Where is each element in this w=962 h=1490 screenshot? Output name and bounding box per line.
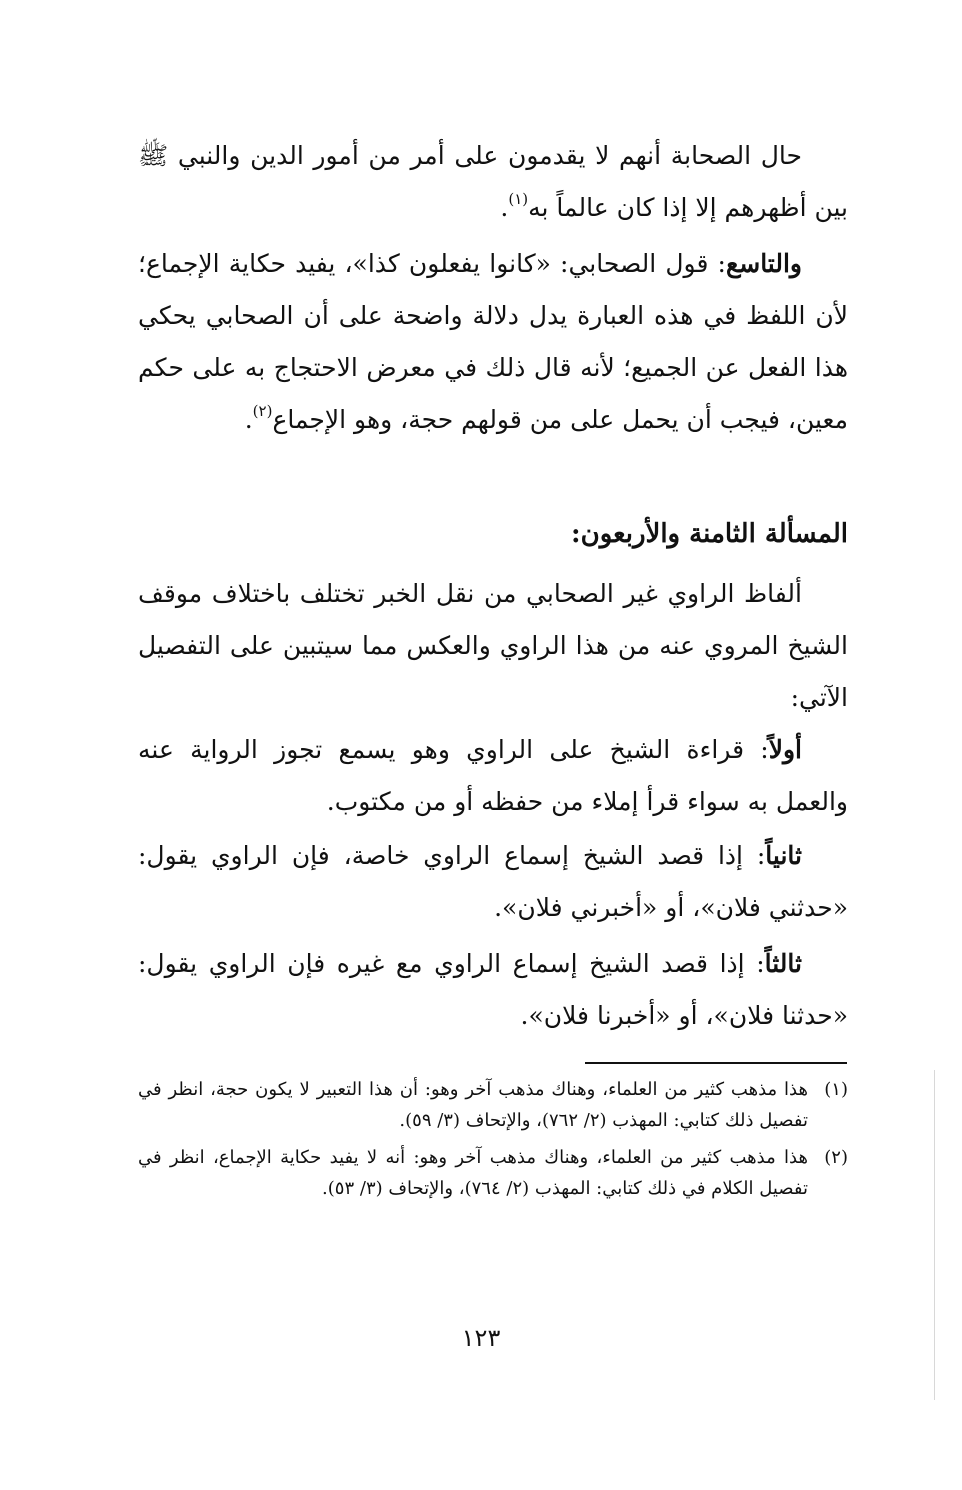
paragraph-first-point — [138, 724, 848, 828]
paragraph-second-point — [138, 830, 848, 934]
scan-edge-line — [934, 1070, 935, 1400]
footnote-text: هذا مذهب كثير من العلماء، وهناك مذهب آخر وهو: أنه لا يفيد حكاية الإجماع، انظر في تفصيل الكلام في ذلك كتابي: المهذب (٢/ ٧٦٤)، والإتحاف (٣/ ٥٣). — [138, 1147, 808, 1199]
paragraph-lead-word: أولاً — [768, 735, 802, 764]
footnote-text: هذا مذهب كثير من العلماء، وهناك مذهب آخر وهو: أن هذا التعبير لا يكون حجة، انظر في تفصيل ذلك كتابي: المهذب (٢/ ٧٦٢)، والإتحاف (٣/ ٥٩). — [138, 1079, 808, 1131]
paragraph-text: : قراءة الشيخ على الراوي وهو يسمع تجوز الرواية عنه والعمل به سواء قرأ إملاء من حفظه أو من مكتوب. — [138, 735, 848, 816]
footnote-number: (١) — [824, 1079, 848, 1100]
footnote-2 — [138, 1142, 848, 1204]
paragraph-third-point — [138, 938, 848, 1042]
page-number: ١٢٣ — [461, 1324, 501, 1352]
paragraph-lead-word: ثانياً — [765, 841, 802, 870]
footnote-reference-1[interactable]: (١) — [508, 190, 529, 208]
paragraph-lead-word: ثالثاً — [764, 949, 802, 978]
paragraph-end-mark: . — [500, 193, 509, 222]
paragraph-text: ألفاظ الراوي غير الصحابي من نقل الخبر تختلف باختلاف موقف الشيخ المروي عنه من هذا الراوي والعكس مما سيتبين على التفصيل الآتي: — [138, 579, 848, 712]
paragraph-text: : قول الصحابي: «كانوا يفعلون كذا»، يفيد حكاية الإجماع؛ لأن اللفظ في هذه العبارة يدل دلالة واضحة على أن الصحابي يحكي هذا الفعل عن الجميع؛ لأنه قال ذلك في معرض الاحتجاج به على حكم معين، فيجب أن يحمل على من قولهم حجة، وهو الإجماع — [138, 249, 848, 434]
paragraph-companions-knowledge — [138, 130, 848, 234]
footnote-separator — [585, 1062, 847, 1064]
paragraph-text: : إذا قصد الشيخ إسماع الراوي خاصة، فإن الراوي يقول: «حدثني فلان»، أو «أخبرني فلان». — [138, 841, 848, 922]
section-heading: المسألة الثامنة والأربعون: — [571, 519, 848, 549]
paragraph-text: حال الصحابة أنهم لا يقدمون على أمر من أمور الدين والنبي ﷺ بين أظهرهم إلا إذا كان عالماً به — [138, 141, 848, 222]
paragraph-end-mark: . — [244, 405, 253, 434]
footnote-reference-2[interactable]: (٢) — [252, 402, 273, 420]
paragraph-lead-word: والتاسع — [725, 249, 802, 278]
paragraph-ninth-point — [138, 238, 848, 446]
paragraph-narrator-wording — [138, 568, 848, 724]
footnotes — [138, 1074, 848, 1210]
footnote-number: (٢) — [824, 1147, 848, 1168]
paragraph-text: : إذا قصد الشيخ إسماع الراوي مع غيره فإن الراوي يقول: «حدثنا فلان»، أو «أخبرنا فلان». — [138, 949, 848, 1030]
footnote-1 — [138, 1074, 848, 1136]
